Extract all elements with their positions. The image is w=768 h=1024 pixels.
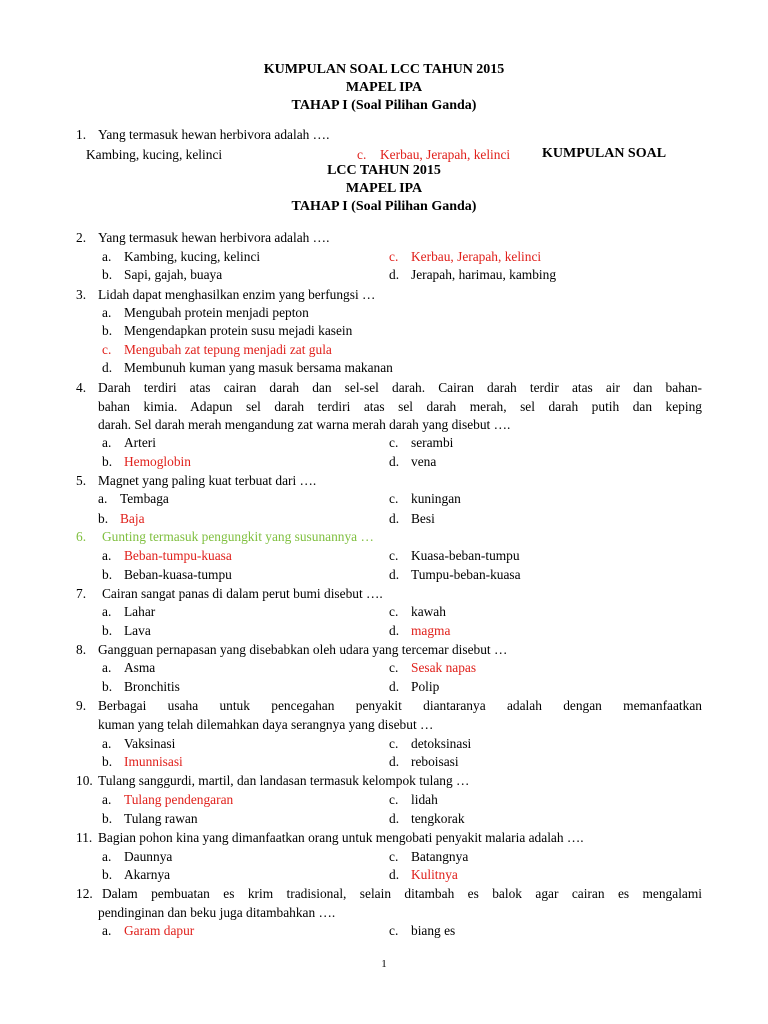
question-1-option-a: Kambing, kucing, kelinci	[86, 147, 223, 162]
question-11-option-c: Batangnya	[411, 849, 469, 864]
option-letter: a.	[102, 923, 112, 938]
question-12-number: 12.	[76, 886, 93, 901]
question-3-option-b: Mengendapkan protein susu mejadi kasein	[124, 323, 353, 338]
option-letter: b.	[102, 754, 113, 769]
question-8-option-c: Sesak napas	[411, 660, 477, 675]
option-letter: c.	[389, 792, 399, 807]
doc-stage-dup: TAHAP I (Soal Pilihan Ganda)	[291, 199, 477, 214]
question-2-option-d: Jerapah, harimau, kambing	[411, 267, 557, 282]
option-letter: b.	[98, 511, 109, 526]
option-letter: c.	[389, 249, 399, 264]
question-2-number: 2.	[76, 230, 87, 245]
option-letter: b.	[102, 323, 113, 338]
question-2-option-c: Kerbau, Jerapah, kelinci	[411, 249, 542, 264]
question-8-option-a: Asma	[124, 660, 156, 675]
question-9-option-d: reboisasi	[411, 754, 459, 769]
doc-subject-dup: MAPEL IPA	[345, 181, 423, 196]
question-6-option-c: Kuasa-beban-tumpu	[411, 548, 520, 563]
option-letter: a.	[102, 792, 112, 807]
question-7-option-d: magma	[411, 623, 451, 638]
option-letter: b.	[102, 267, 113, 282]
question-11-text: Bagian pohon kina yang dimanfaatkan orang untuk mengobati penyakit malaria adalah ….	[98, 830, 584, 845]
option-letter: b.	[102, 811, 113, 826]
question-1-text: Yang termasuk hewan herbivora adalah ….	[98, 127, 330, 142]
question-11-number: 11.	[76, 830, 93, 845]
option-letter: c.	[102, 342, 112, 357]
question-4-text-line-1: Darah terdiri atas cairan darah dan sel-sel darah. Cairan darah terdir atas air dan bahan-	[98, 380, 702, 395]
question-2-option-b: Sapi, gajah, buaya	[124, 267, 223, 282]
question-10-option-b: Tulang rawan	[124, 811, 198, 826]
question-12-text-line-1: Dalam pembuatan es krim tradisional, selain ditambah es balok agar cairan es mengalami	[102, 886, 702, 901]
question-5-number: 5.	[76, 473, 87, 488]
question-5-text: Magnet yang paling kuat terbuat dari ….	[98, 473, 317, 488]
question-10-number: 10.	[76, 773, 93, 788]
option-letter: c.	[389, 849, 399, 864]
question-6-option-b: Beban-kuasa-tumpu	[124, 567, 232, 582]
question-2-text: Yang termasuk hewan herbivora adalah ….	[98, 230, 330, 245]
question-11-option-a: Daunnya	[124, 849, 173, 864]
question-9-number: 9.	[76, 698, 87, 713]
option-letter: a.	[98, 491, 108, 506]
option-letter: c.	[389, 548, 399, 563]
question-5-option-d: Besi	[411, 511, 435, 526]
question-4-option-c: serambi	[411, 435, 454, 450]
question-10-option-a: Tulang pendengaran	[124, 792, 234, 807]
question-12-text-line-2: pendinginan dan beku juga ditambahkan ….	[98, 905, 336, 920]
option-letter: d.	[389, 867, 400, 882]
option-letter: c.	[389, 491, 399, 506]
question-5-option-a: Tembaga	[120, 491, 169, 506]
question-11-option-b: Akarnya	[124, 867, 171, 882]
question-4-option-b: Hemoglobin	[124, 454, 191, 469]
doc-title: KUMPULAN SOAL LCC TAHUN 2015	[263, 62, 505, 77]
page-number: 1	[381, 958, 387, 970]
option-letter: c.	[389, 736, 399, 751]
question-4-option-d: vena	[411, 454, 437, 469]
option-letter: b.	[102, 623, 113, 638]
option-letter: b.	[102, 867, 113, 882]
option-letter: a.	[102, 305, 112, 320]
question-7-option-b: Lava	[124, 623, 151, 638]
option-letter: b.	[102, 454, 113, 469]
option-letter: b.	[102, 679, 113, 694]
question-4-number: 4.	[76, 380, 87, 395]
option-letter: c.	[389, 435, 399, 450]
option-letter: d.	[102, 360, 113, 375]
option-letter: a.	[102, 548, 112, 563]
option-letter: c.	[389, 660, 399, 675]
question-12-option-c: biang es	[411, 923, 456, 938]
question-7-option-a: Lahar	[124, 604, 156, 619]
option-letter: a.	[102, 604, 112, 619]
question-6-option-d: Tumpu-beban-kuasa	[411, 567, 521, 582]
question-1-option-c-letter: c.	[357, 147, 367, 162]
question-8-number: 8.	[76, 642, 87, 657]
question-12-option-a: Garam dapur	[124, 923, 195, 938]
question-6-option-a: Beban-tumpu-kuasa	[124, 548, 232, 563]
question-2-option-a: Kambing, kucing, kelinci	[124, 249, 261, 264]
question-9-option-c: detoksinasi	[411, 736, 472, 751]
question-8-text: Gangguan pernapasan yang disebabkan oleh udara yang tercemar disebut …	[98, 642, 508, 657]
option-letter: c.	[389, 604, 399, 619]
question-9-option-b: Imunnisasi	[124, 754, 183, 769]
question-9-text-line-2: kuman yang telah dilemahkan daya serangnya yang disebut …	[98, 717, 434, 732]
option-letter: d.	[389, 267, 400, 282]
doc-stage: TAHAP I (Soal Pilihan Ganda)	[291, 98, 477, 113]
question-3-number: 3.	[76, 287, 87, 302]
question-11-option-d: Kulitnya	[411, 867, 458, 882]
question-3-option-d: Membunuh kuman yang masuk bersama makanan	[124, 360, 393, 375]
question-9-text-line-1: Berbagai usaha untuk pencegahan penyakit diantaranya adalah dengan memanfaatkan	[98, 698, 702, 713]
question-5-option-c: kuningan	[411, 491, 461, 506]
doc-subject: MAPEL IPA	[345, 80, 423, 95]
option-letter: d.	[389, 511, 400, 526]
option-letter: a.	[102, 435, 112, 450]
question-10-option-c: lidah	[411, 792, 438, 807]
question-4-text-line-3: darah. Sel darah merah mengandung zat warna merah darah yang disebut ….	[98, 417, 511, 432]
question-6-number: 6.	[76, 529, 87, 544]
doc-title-dup-year: LCC TAHUN 2015	[327, 163, 441, 178]
option-letter: b.	[102, 567, 113, 582]
question-3-option-a: Mengubah protein menjadi pepton	[124, 305, 309, 320]
option-letter: a.	[102, 736, 112, 751]
doc-title-dup-part: KUMPULAN SOAL	[542, 146, 667, 161]
option-letter: d.	[389, 567, 400, 582]
option-letter: a.	[102, 849, 112, 864]
question-3-text: Lidah dapat menghasilkan enzim yang berfungsi …	[98, 287, 376, 302]
question-5-option-b: Baja	[120, 511, 145, 526]
question-8-option-b: Bronchitis	[124, 679, 180, 694]
question-9-option-a: Vaksinasi	[124, 736, 176, 751]
option-letter: d.	[389, 754, 400, 769]
question-1-option-c: Kerbau, Jerapah, kelinci	[380, 147, 511, 162]
question-7-number: 7.	[76, 586, 87, 601]
question-6-text: Gunting termasuk pengungkit yang susunannya …	[102, 529, 374, 544]
question-7-text: Cairan sangat panas di dalam perut bumi disebut ….	[102, 586, 383, 601]
option-letter: c.	[389, 923, 399, 938]
option-letter: d.	[389, 679, 400, 694]
question-10-option-d: tengkorak	[411, 811, 465, 826]
option-letter: a.	[102, 249, 112, 264]
question-10-text: Tulang sanggurdi, martil, dan landasan termasuk kelompok tulang …	[98, 773, 470, 788]
question-4-option-a: Arteri	[124, 435, 156, 450]
option-letter: d.	[389, 623, 400, 638]
question-4-text-line-2: bahan kimia. Adapun sel darah terdiri atas sel darah merah, sel darah putih dan keping	[98, 399, 702, 414]
question-7-option-c: kawah	[411, 604, 446, 619]
option-letter: d.	[389, 454, 400, 469]
option-letter: d.	[389, 811, 400, 826]
question-3-option-c: Mengubah zat tepung menjadi zat gula	[124, 342, 332, 357]
option-letter: a.	[102, 660, 112, 675]
question-1-number: 1.	[76, 127, 87, 142]
question-8-option-d: Polip	[411, 679, 440, 694]
